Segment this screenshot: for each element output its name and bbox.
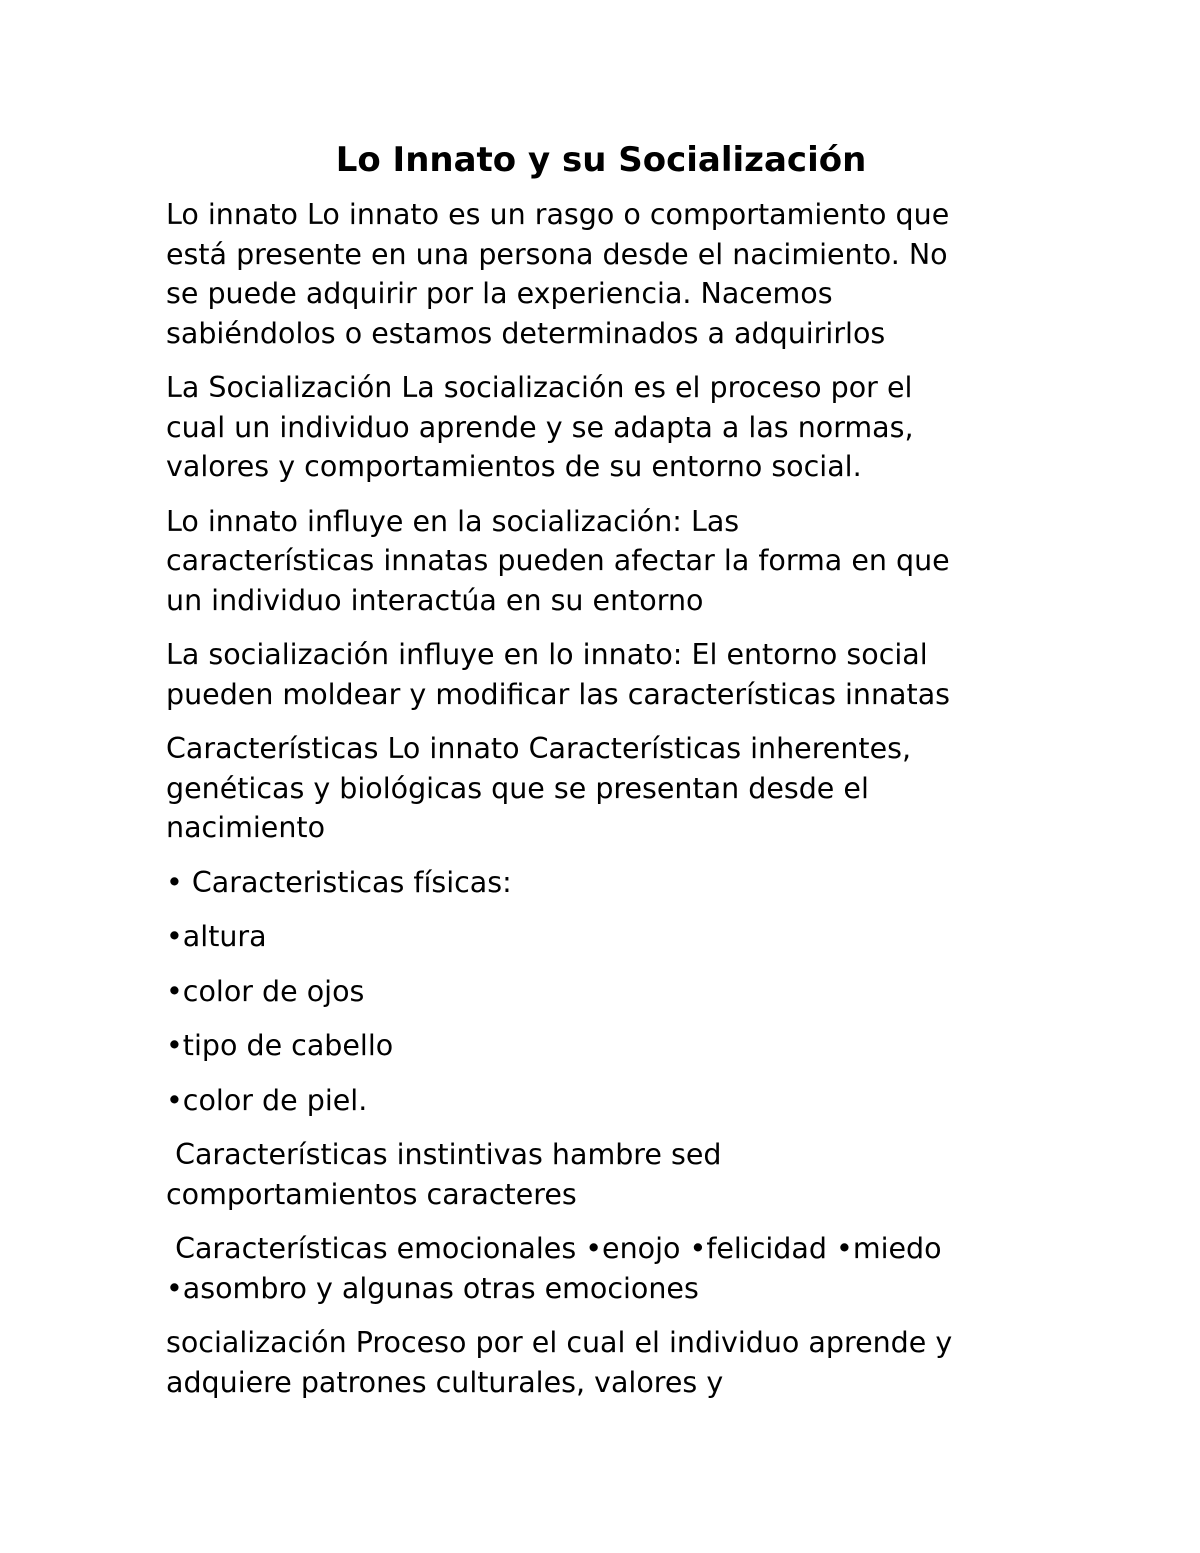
list-item-color-de-ojos: •color de ojos — [166, 974, 365, 1008]
list-item-tipo-de-cabello: •tipo de cabello — [166, 1029, 394, 1062]
paragraph-caracteristicas-instintivas: Características instintivas hambre sed comportamientos caracteres — [166, 1138, 722, 1211]
paragraph-innato-influye: Lo innato influye en la socialización: Las características innatas pueden afectar la forma en que un individuo interactúa en su entorno — [166, 504, 950, 617]
list-item-altura: •altura — [166, 920, 267, 953]
list-item-caracteristicas-fisicas: • Caracteristicas físicas: — [166, 865, 512, 899]
paragraph-socializacion-influye: La socialización influye en lo innato: El entorno social pueden moldear y modificar las características innatas — [166, 638, 951, 711]
paragraph-socializacion-proceso: socialización Proceso por el cual el individuo aprende y adquiere patrones culturales, valores y — [166, 1326, 953, 1399]
paragraph-caracteristicas-emocionales: Características emocionales •enojo •felicidad •miedo •asombro y algunas otras emociones — [166, 1232, 942, 1305]
paragraph-socializacion-definition: La Socialización La socialización es el proceso por el cual un individuo aprende y se adapta a las normas, valores y comportamientos de su entorno social. — [166, 371, 914, 483]
document-page — [166, 140, 1046, 1417]
paragraph-caracteristicas: Características Lo innato Características inherentes, genéticas y biológicas que se presentan desde el nacimiento — [166, 732, 912, 844]
document-title: Lo Innato y su Socialización — [335, 140, 867, 180]
list-item-color-de-piel: •color de piel. — [166, 1083, 368, 1117]
paragraph-innato-definition: Lo innato Lo innato es un rasgo o comportamiento que está presente en una persona desde el nacimiento. No se puede adquirir por la experiencia. Nacemos sabiéndolos o estamos determinados a adquirirlos — [166, 198, 950, 350]
